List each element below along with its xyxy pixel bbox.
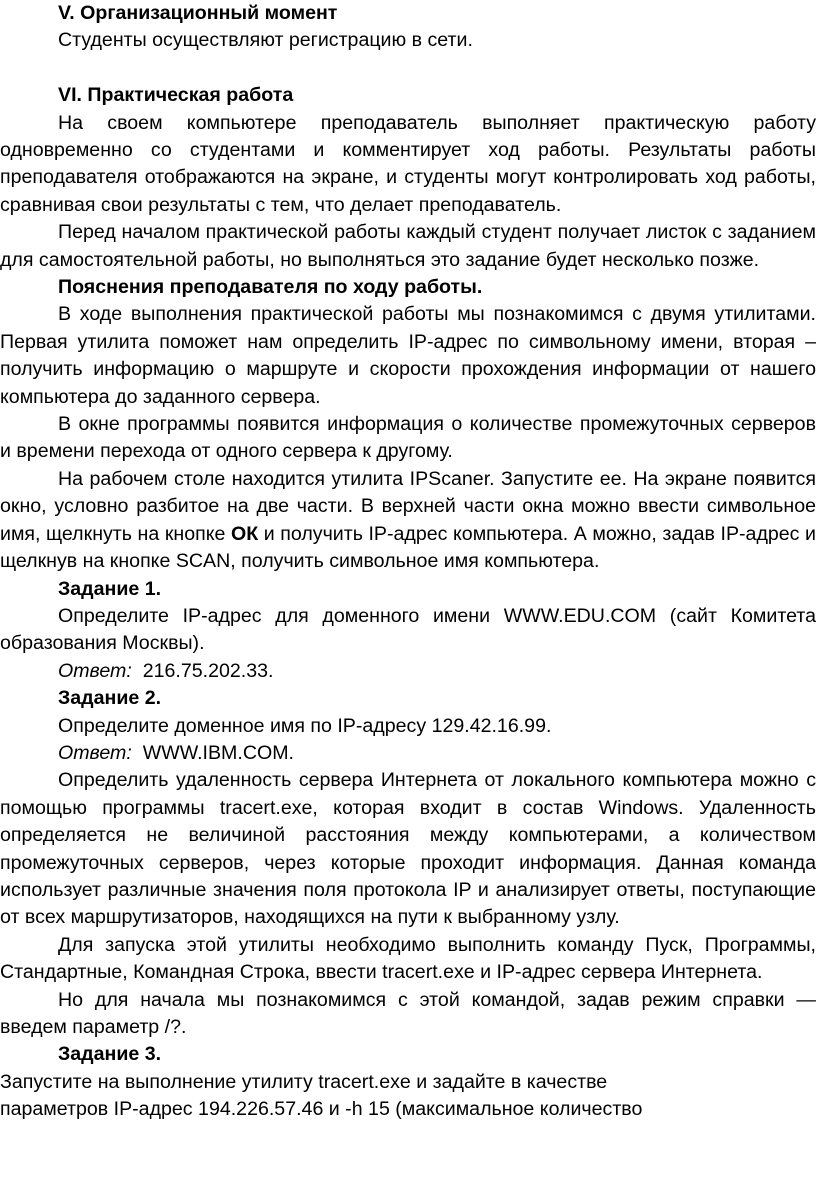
tracert-paragraph-1: Определить удаленность сервера Интернета от локального компьютера можно с помощью программы tracert.exe, которая входит в состав Windows. Удаленность определяется не величиной расстояния между компьютерами, а количеством промежуточных серверов, через которые проходит информация. Данная команда использует различные значения поля протокола IP и анализирует ответы, поступающие от всех маршрутизаторов, находящихся на пути к выбранному узлу. — [0, 769, 816, 929]
section-6-paragraph-1: На своем компьютере преподаватель выполняет практическую работу одновременно со студентами и комментирует ход работы. Результаты работы преподавателя отображаются на экране, и студенты могут контролировать ход работы, сравнивая свои результаты с тем, что делает преподаватель. — [0, 111, 816, 216]
task-1-heading: Задание 1. — [58, 577, 162, 600]
task-2-heading: Задание 2. — [58, 687, 162, 710]
task-3-line-2: параметров IP-адрес 194.226.57.46 и -h 15 (максимальное количество — [0, 1098, 643, 1121]
task-1-answer-label: Ответ: — [58, 659, 132, 682]
explanations-heading: Пояснения преподавателя по ходу работы. — [58, 276, 483, 299]
task-2-answer-label: Ответ: — [58, 741, 132, 764]
paragraph-5-end: и получить IP-адрес компьютера. А можно, задав IP-адрес и щелкнув на кнопке SCAN, получить символьное имя компьютера. — [0, 522, 816, 573]
task-3-heading: Задание 3. — [58, 1043, 162, 1066]
blank-line — [0, 55, 816, 82]
task-1-answer — [0, 658, 816, 685]
tracert-paragraph-2: Для запуска этой утилиты необходимо выполнить команду Пуск, Программы, Стандартные, Командная Строка, ввести tracert.exe и IP-адрес сервера Интернета. — [0, 933, 816, 984]
section-6-paragraph-5 — [0, 466, 816, 576]
task-3-line-1: Запустите на выполнение утилиту tracert.exe и задайте в качестве — [0, 1070, 608, 1093]
ok-button-label: ОК — [231, 522, 259, 545]
task-1-answer-value: 216.75.202.33. — [142, 659, 274, 682]
section-6-heading: VI. Практическая работа — [58, 84, 294, 107]
section-5-heading: V. Организационный момент — [58, 2, 338, 24]
task-2-text: Определите доменное имя по IP-адресу 129.42.16.99. — [58, 714, 552, 737]
section-6-paragraph-3: В ходе выполнения практической работы мы познакомимся с двумя утилитами. Первая утилита поможет нам определить IP-адрес по символьному имени, вторая – получить информацию о маршруте и скорости прохождения информации от нашего компьютера до заданного сервера. — [0, 303, 816, 408]
section-6-paragraph-2: Перед началом практической работы каждый студент получает листок с заданием для самостоятельной работы, но выполняться это задание будет несколько позже. — [0, 221, 816, 271]
paragraph-5-start: На рабочем столе находится утилита IPScaner. Запустите ее. На экране появится окно, условно разбитое на две части. В верхней части окна можно ввести символьное имя, щелкнуть на кнопке — [0, 467, 816, 545]
task-2-answer — [0, 740, 816, 767]
section-5-text: Студенты осуществляют регистрацию в сети. — [58, 29, 473, 52]
tracert-paragraph-3: Но для начала мы познакомимся с этой командой, задав режим справки — введем параметр /?. — [0, 988, 816, 1039]
task-1-text: Определите IP-адрес для доменного имени WWW.EDU.COM (сайт Комитета образования Москвы). — [0, 604, 816, 655]
section-6-paragraph-4: В окне программы появится информация о количестве промежуточных серверов и времени перехода от одного сервера к другому. — [0, 413, 816, 463]
task-2-answer-value: WWW.IBM.COM. — [142, 741, 294, 764]
